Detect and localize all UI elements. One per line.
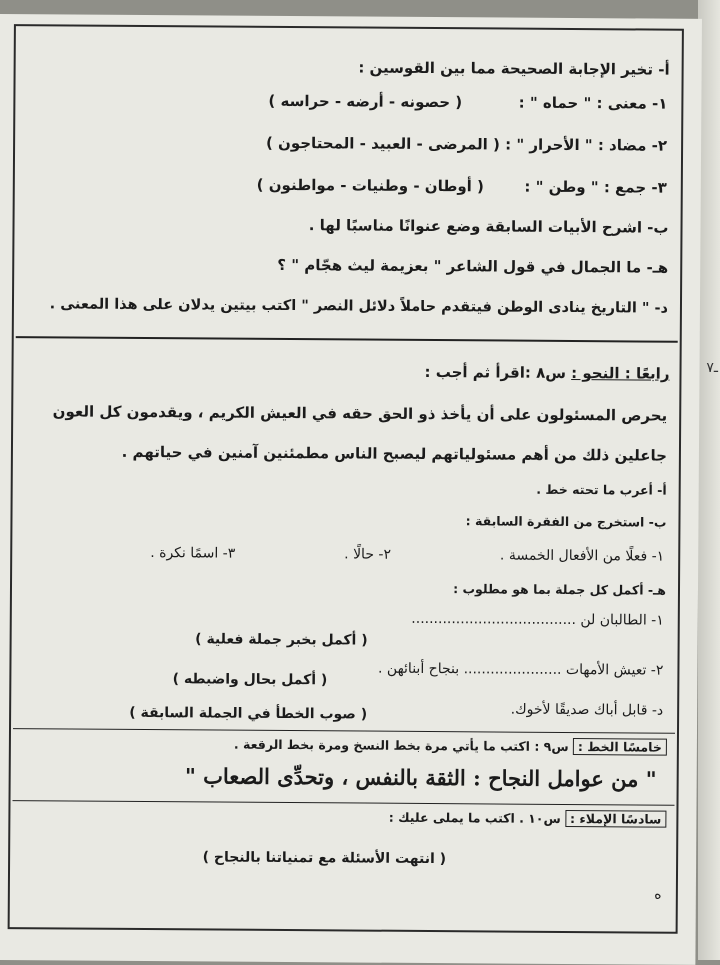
background-surface [698,0,720,960]
grammar-heading [424,363,669,383]
grammar-heading-rest: س٨ :اقرأ ثم أجب : [424,362,567,382]
item-plural-choices: ( أوطان - وطنيات - مواطنون ) [256,175,484,196]
item-plural [257,176,667,197]
complete-2: ٢- تعيش الأمهات ...................... بنجاح أبنائهن . [377,660,664,679]
closing-note: ( انتهت الأسئلة مع تمنياتنا بالنجاح ) [202,849,447,868]
grammar-heading-label: رابعًا : النحو : [571,363,670,383]
complete-1: ١- الطالبان لن ..................................... [411,610,664,629]
passage-line-2: جاعلين ذلك من أهم مسئولياتهم ليصبح الناس مطمئنين آمنين في حياتهم . [121,442,667,465]
item-opposite [266,134,667,155]
dictation-text: س١٠ . اكتب ما يملى عليك : [388,809,561,826]
item-meaning-label: ١- معنى : " حماه " : [518,93,668,113]
page-frame [8,24,684,934]
q-extract: ب- استخرج من الفقرة السابقة : [465,513,667,530]
item-meaning-choices: ( حصونه - أرضه - حراسه ) [268,91,463,112]
calligraphy-question [234,736,667,756]
q-explain: ب- اشرح الأبيات السابقة وضع عنوانًا مناسبًا لها . [308,216,669,237]
dictation-label: سادسًا الإملاء : [565,810,666,828]
passage-line-1: يحرص المسئولون على أن يأخذ ذو الحق حقه في العيش الكريم ، ويقدمون كل العون [52,402,668,425]
hint-1: ( أكمل بخبر جملة فعلية ) [195,631,368,649]
item-meaning [268,92,667,113]
hint-2: ( أكمل بحال واضبطه ) [172,671,328,689]
exam-sheet [0,14,702,965]
q-choose-correct: أ- تخير الإجابة الصحيحة مما بين القوسين : [358,58,670,79]
q-beauty: هـ- ما الجمال في قول الشاعر " بعزيمة ليث هجّام " ؟ [277,255,669,277]
item-opposite-label: ٢- مضاد : " الأحرار " : [505,135,668,155]
calligraphy-text: س٩ : اكتب ما يأتي مرة بخط النسخ ومرة بخط الرقعة . [233,736,569,754]
item-plural-label: ٣- جمع : " وطن " : [524,177,667,197]
item-opposite-choices: ( المرضى - العبيد - المحتاجون ) [265,133,500,154]
q-complete: هـ- أكمل كل جملة بما هو مطلوب : [453,581,667,598]
page-mark: ه [652,886,663,904]
q-history: د- " التاريخ ينادى الوطن فيتقدم حاملاً دلائل النصر " اكتب بيتين يدلان على هذا المعنى . [49,296,669,317]
extract-haal: ٢- حالًا . [344,546,392,563]
dictation-question [389,809,667,828]
adjacent-page-glyph: ـ٧ [706,360,718,376]
extract-indefinite: ٣- اسمًا نكرة . [150,545,236,562]
complete-3: د- قابل أباك صديقًا لأخوك. [510,701,664,719]
calligraphy-label: خامسًا الخط : [573,738,667,756]
hint-3: ( صوب الخطأ في الجملة السابقة ) [129,704,368,723]
extract-five-verbs: ١- فعلًا من الأفعال الخمسة . [499,547,665,565]
calligraphy-slogan: " من عوامل النجاح : الثقة بالنفس ، وتحدِّى الصعاب " [184,763,657,792]
q-parse: أ- أعرب ما تحته خط . [536,481,667,498]
